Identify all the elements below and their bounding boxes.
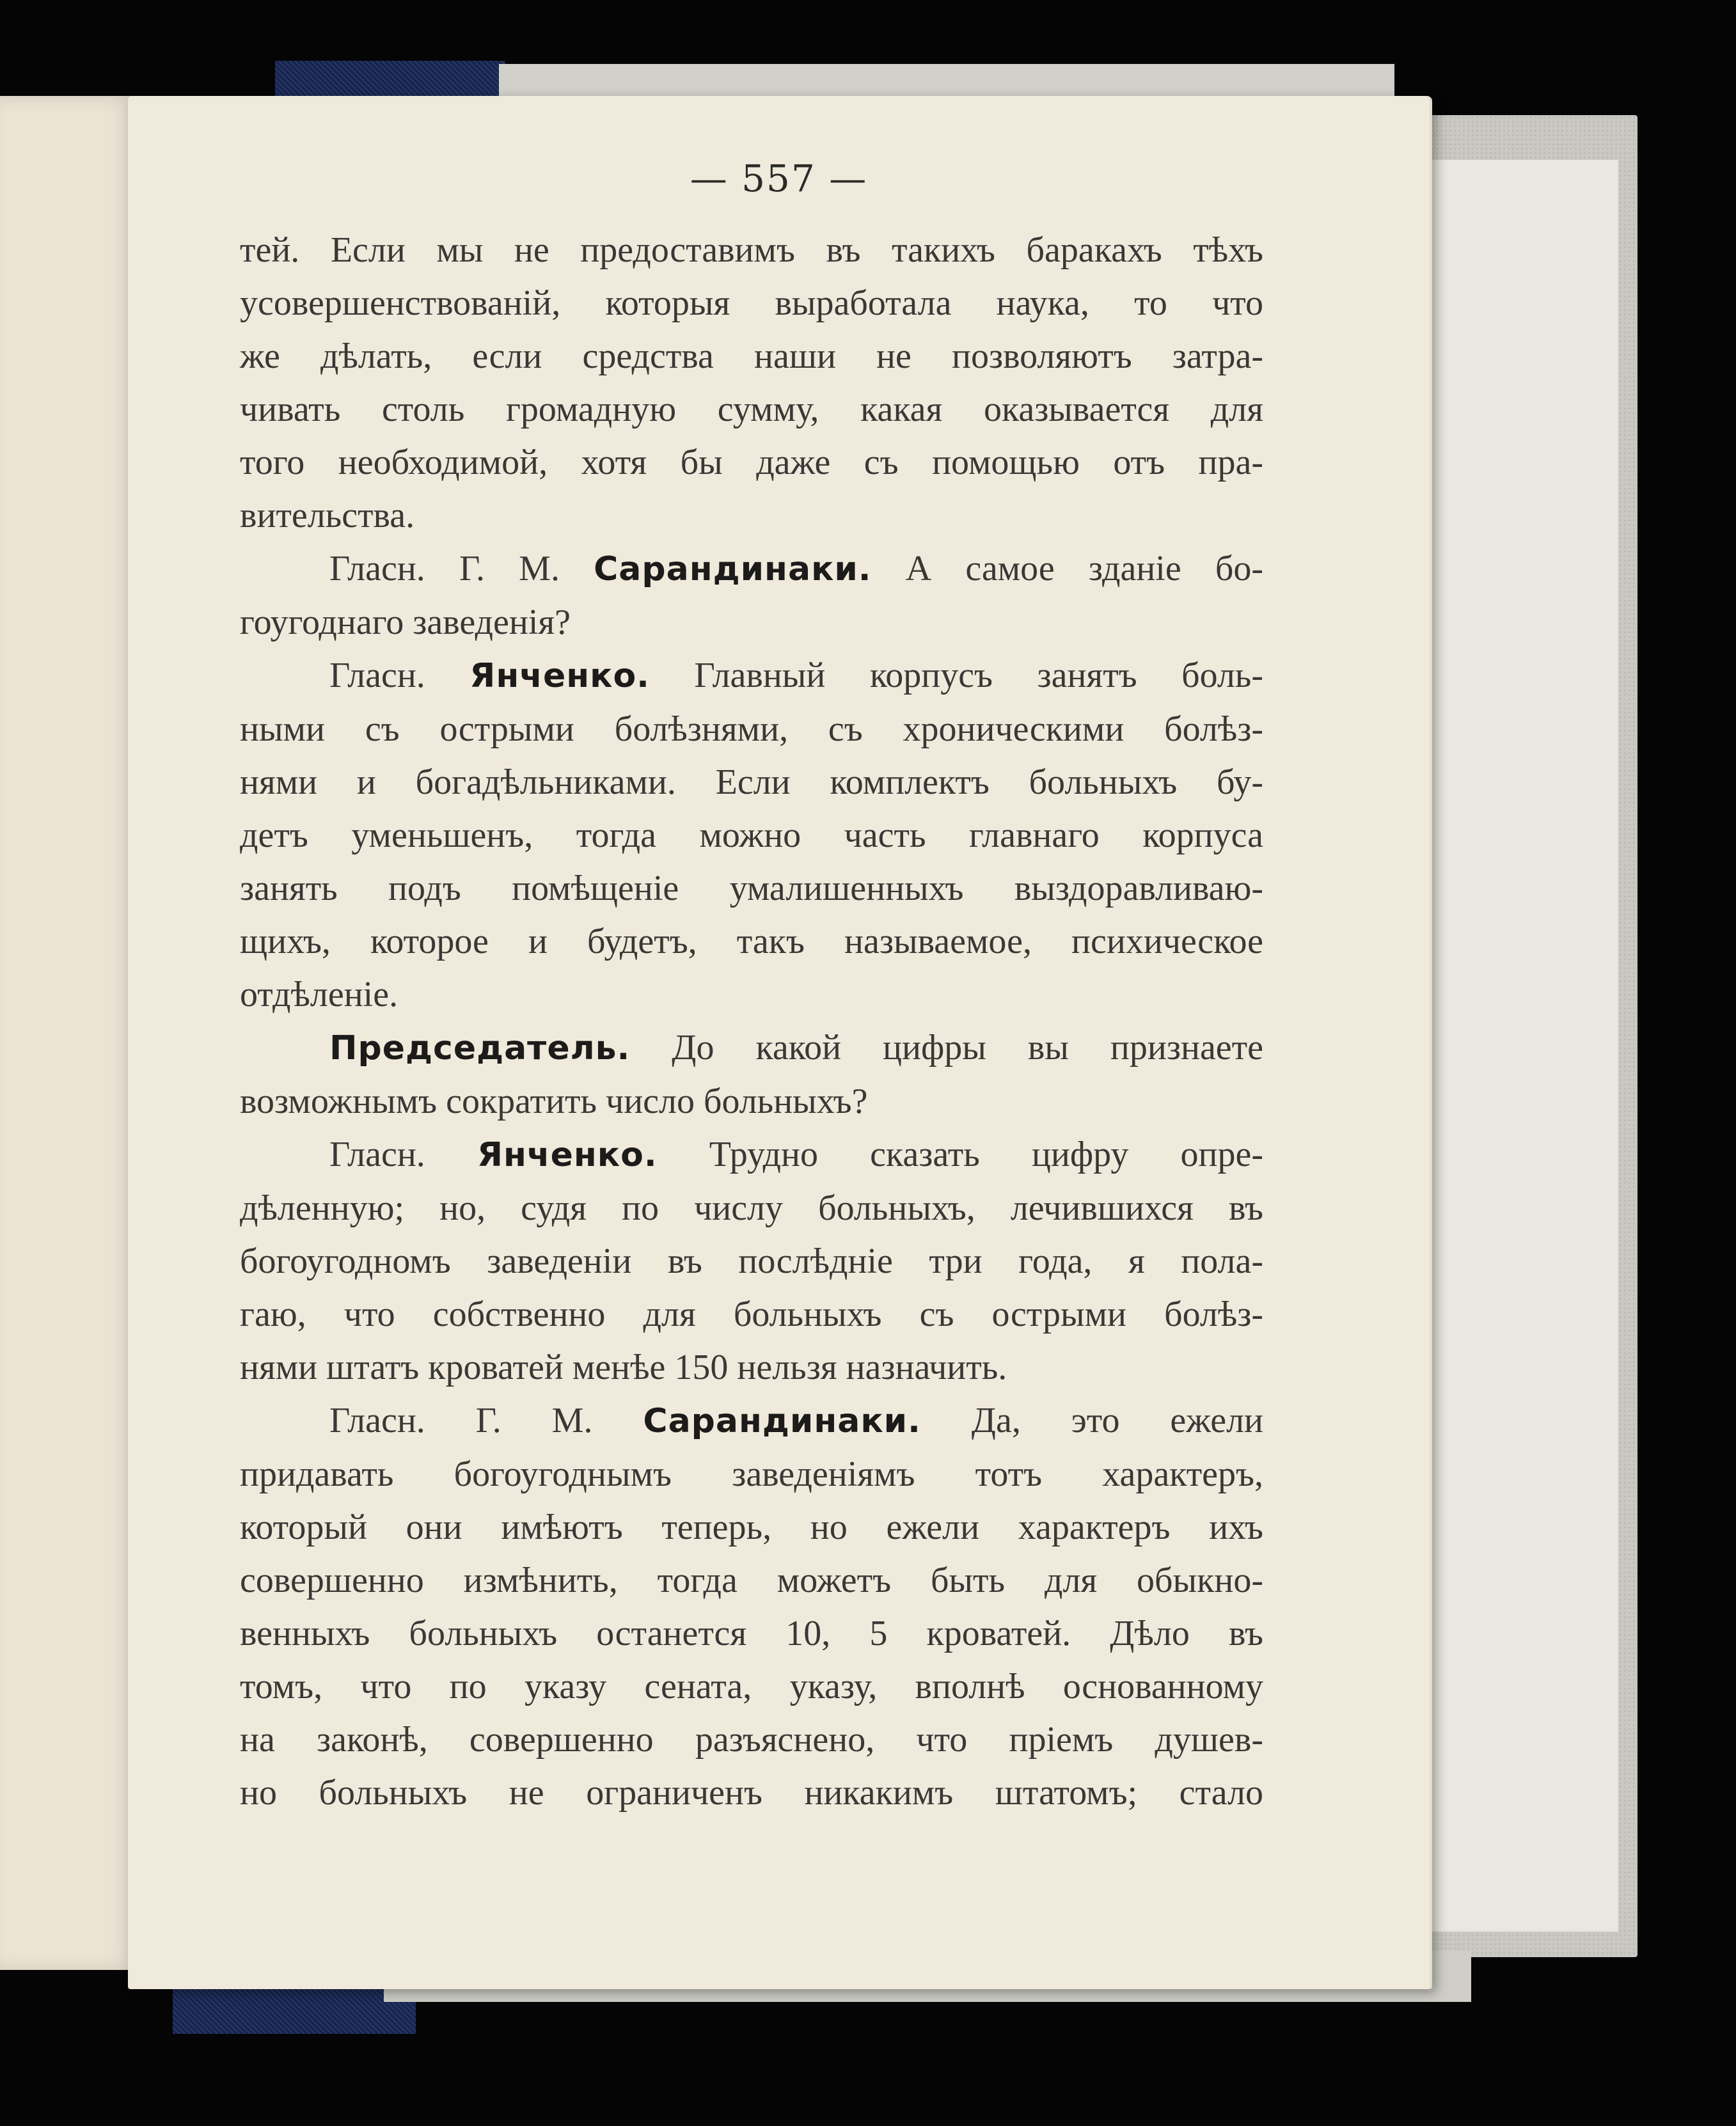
text-line: щихъ, которое и будетъ, такъ называемое, психическое	[240, 922, 1263, 961]
text-line: совершенно измѣнить, тогда можетъ быть для обыкно-	[240, 1561, 1263, 1600]
text-line: того необходимой, хотя бы даже съ помощью отъ пра-	[240, 443, 1263, 482]
text-line: тей. Если мы не предоставимъ въ такихъ баракахъ тѣхъ	[240, 230, 1263, 270]
text-line: вительства.	[240, 496, 415, 535]
text-line: богоугодномъ заведеніи въ послѣдніе три года, я пола-	[240, 1241, 1263, 1281]
speaker-name: Янченко.	[477, 1136, 658, 1174]
left-page	[0, 96, 138, 1970]
line-prefix: Гласн.	[329, 656, 470, 695]
page-number: — 557 —	[690, 157, 868, 200]
line-suffix: Трудно сказать цифру опре-	[657, 1135, 1263, 1174]
text-line: усовершенствованій, которыя выработала наука, то что	[240, 283, 1263, 323]
printed-page	[128, 96, 1430, 1989]
line-prefix: Гласн. Г. М.	[329, 1401, 643, 1440]
text-line: же дѣлать, если средства наши не позволяютъ затра-	[240, 336, 1263, 376]
speaker-name: Янченко.	[470, 657, 650, 695]
text-line	[240, 1128, 1263, 1182]
text-line	[240, 542, 1263, 596]
speaker-name: Председатель.	[329, 1029, 631, 1067]
text-line: детъ уменьшенъ, тогда можно часть главнаго корпуса	[240, 815, 1263, 855]
line-prefix: Гласн.	[329, 1135, 477, 1174]
text-line: который они имѣютъ теперь, но ежели характеръ ихъ	[240, 1508, 1263, 1547]
text-line: на законѣ, совершенно разъяснено, что пріемъ душев-	[240, 1720, 1263, 1760]
text-line: гоугоднаго заведенія?	[240, 602, 571, 642]
speaker-name: Сарандинаки.	[643, 1402, 921, 1440]
text-line: дѣленную; но, судя по числу больныхъ, лечившихся въ	[240, 1188, 1263, 1228]
endpaper	[1426, 160, 1618, 1932]
text-line: но больныхъ не ограниченъ никакимъ штатомъ; стало	[240, 1773, 1263, 1813]
text-line: возможнымъ сократить число больныхъ?	[240, 1082, 868, 1121]
text-line	[240, 1021, 1263, 1075]
text-line: занять подъ помѣщеніе умалишенныхъ выздоравливаю-	[240, 869, 1263, 908]
text-line: гаю, что собственно для больныхъ съ острыми болѣз-	[240, 1295, 1263, 1334]
text-line: нями штатъ кроватей менѣе 150 нельзя назначить.	[240, 1348, 1007, 1387]
text-line: томъ, что по указу сената, указу, вполнѣ основанному	[240, 1667, 1263, 1706]
line-prefix: Гласн. Г. М.	[329, 549, 594, 588]
line-suffix: Да, это ежели	[920, 1401, 1264, 1440]
speaker-name: Сарандинаки.	[594, 550, 872, 588]
text-line: венныхъ больныхъ останется 10, 5 кроватей. Дѣло въ	[240, 1614, 1263, 1653]
text-line: нями и богадѣльниками. Если комплектъ больныхъ бу-	[240, 762, 1263, 802]
text-line: отдѣленіе.	[240, 975, 398, 1014]
text-line	[240, 1394, 1263, 1448]
line-suffix: А самое зданіе бо-	[871, 549, 1263, 588]
text-line: ными съ острыми болѣзнями, съ хроническими болѣз-	[240, 709, 1263, 749]
text-line: придавать богоугоднымъ заведеніямъ тотъ характеръ,	[240, 1454, 1263, 1494]
text-line: чивать столь громадную сумму, какая оказывается для	[240, 390, 1263, 429]
line-suffix: Главный корпусъ занятъ боль-	[649, 656, 1263, 695]
body-text	[240, 224, 1263, 1820]
text-line	[240, 649, 1263, 703]
line-suffix: До какой цифры вы признаете	[630, 1028, 1263, 1067]
